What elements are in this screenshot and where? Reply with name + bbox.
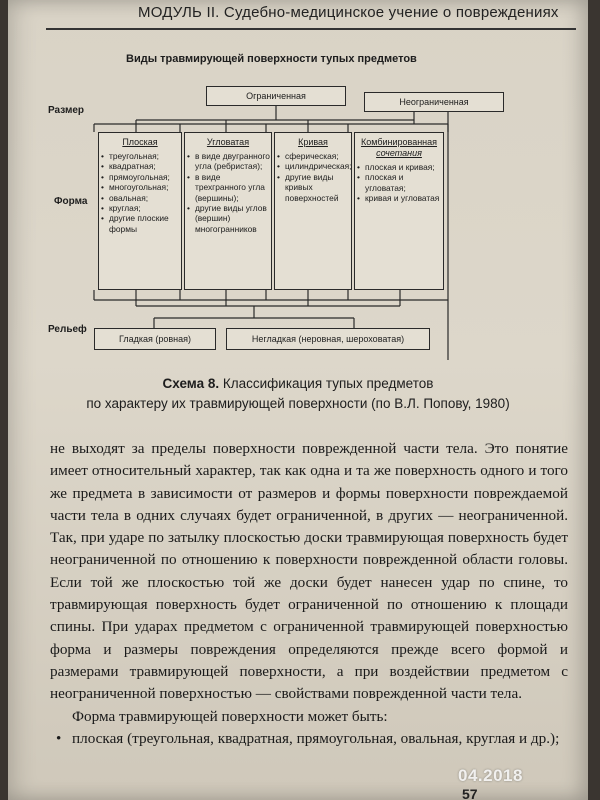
column-title: Комбинированная	[360, 137, 438, 147]
figure-caption-line1	[8, 376, 588, 391]
column-items	[185, 151, 271, 234]
row-label-size: Размер	[48, 105, 85, 116]
column-subtitle: сочетания	[376, 148, 422, 158]
list-item: • в виде трехгранного угла (вершины);	[195, 172, 271, 203]
book-page	[8, 0, 588, 800]
list-item: • кривая и угловатая	[365, 193, 443, 203]
list-item: • плоская и угловатая;	[365, 172, 443, 193]
column-items	[275, 151, 351, 203]
column-items	[355, 162, 443, 204]
list-item: • прямоугольная;	[109, 172, 181, 182]
diagram-title: Виды травмирующей поверхности тупых предметов	[126, 53, 417, 65]
list-item: • овальная;	[109, 193, 181, 203]
watermark-date: 04.2018	[458, 766, 523, 785]
list-item: • квадратная;	[109, 161, 181, 171]
list-item: • треугольная;	[109, 151, 181, 161]
row-label-form: Форма	[54, 196, 88, 207]
list-item: • плоская (треугольная, квадратная, прямоугольная, овальная, круглая и др.);	[50, 728, 568, 750]
running-head: МОДУЛЬ II. Судебно-медицинское учение о повреждениях	[138, 4, 559, 21]
column-title: Кривая	[298, 137, 328, 147]
size-limited-box: Ограниченная	[206, 86, 346, 106]
figure-caption-line2: по характеру их травмирующей поверхности (по В.Л. Попову, 1980)	[86, 396, 510, 411]
row-label-relief: Рельеф	[48, 324, 87, 335]
relief-rough-box: Негладкая (неровная, шероховатая)	[226, 328, 430, 350]
list-item: • многоугольная;	[109, 182, 181, 192]
classification-diagram	[8, 0, 588, 420]
caption-label: Схема 8.	[162, 376, 220, 391]
list-item: • цилиндрическая;	[285, 161, 351, 171]
size-unlimited-box: Неограниченная	[364, 92, 504, 112]
form-column-curved	[274, 132, 352, 290]
column-items	[99, 151, 181, 234]
paragraph: Форма травмирующей поверхности может быть:	[72, 707, 388, 725]
list-item: • другие плоские формы	[109, 213, 181, 234]
page-number: 57	[462, 786, 478, 800]
form-column-angular	[184, 132, 272, 290]
column-title: Плоская	[122, 137, 158, 147]
list-item: • другие виды углов (вершин) многогранников	[195, 203, 271, 234]
list-item: • сферическая;	[285, 151, 351, 161]
list-item: • в виде двугранного угла (ребристая);	[195, 151, 271, 172]
paragraph: не выходят за пределы поверхности поврежденной части тела. Это понятие имеет относительный характер, так как одна и та же поверхность одного и того же предмета в зависимости от размеров и формы поверхности повреждаемой части тела в одних случаях будет ограниченной, в других — неограниченной. Так, при ударе по затылку плоскостью доски травмирующая поверхность будет неограниченной по отношению к поверхности поврежденной области головы. Если той же плоскостью той же доски будет нанесен удар по спине, то травмирующая поверхность будет ограниченной по отношению к площади спины. При ударах предметом с ограниченной травмирующей поверхностью форма и размеры повреждения определяются прежде всего формой и размерами травмирующей поверхности, а при воздействии предметом с неограниченной поверхностью — свойствами поврежденной части тела.	[50, 440, 568, 703]
body-text	[50, 438, 568, 750]
relief-smooth-box: Гладкая (ровная)	[94, 328, 216, 350]
list-item: • другие виды кривых поверхностей	[285, 172, 351, 203]
list-item: • плоская и кривая;	[365, 162, 443, 172]
column-title: Угловатая	[206, 137, 250, 147]
form-column-flat	[98, 132, 182, 290]
list-item: • круглая;	[109, 203, 181, 213]
form-column-combined	[354, 132, 444, 290]
caption-text: Классификация тупых предметов	[222, 376, 434, 391]
